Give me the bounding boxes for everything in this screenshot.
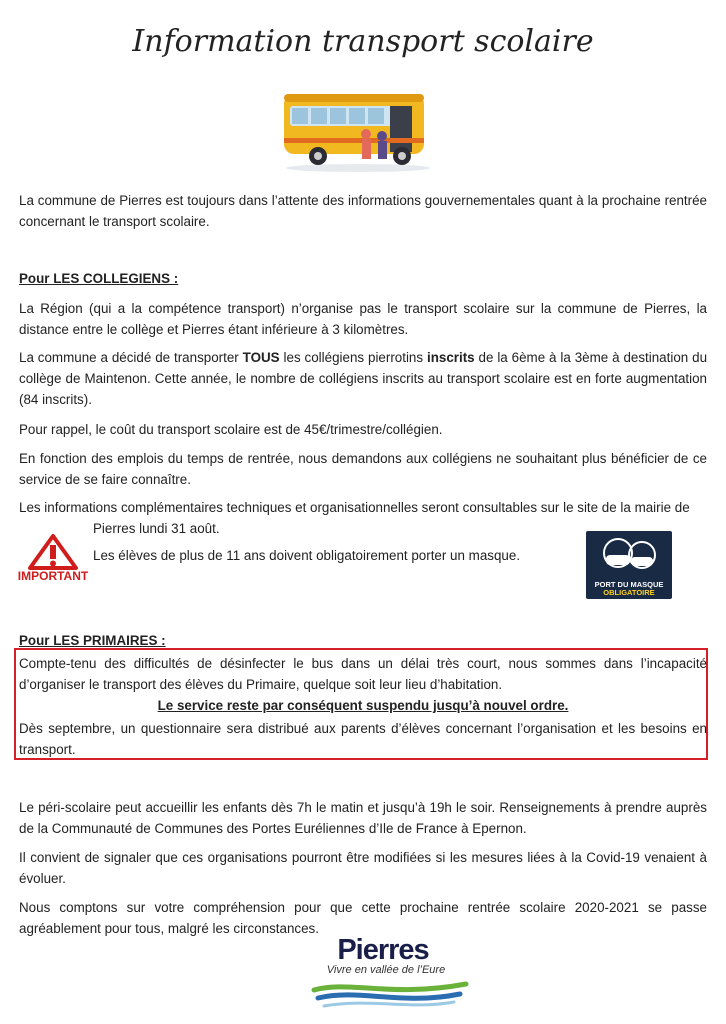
p2-text-a: La commune a décidé de transporter	[19, 350, 243, 365]
p2-bold-tous: TOUS	[242, 350, 280, 365]
p2-bold-inscrits: inscrits	[426, 350, 475, 365]
mask-notice: Les élèves de plus de 11 ans doivent obligatoirement porter un masque.	[93, 548, 521, 563]
outro-paragraph-2: Il convient de signaler que ces organisations pourront être modifiées si les mesures liées à la Covid-19 venaient à évoluer.	[19, 850, 707, 886]
primaires-paragraph-3: Dès septembre, un questionnaire sera distribué aux parents d’élèves concernant l’organisation et les besoins en transport.	[19, 721, 707, 757]
collegiens-paragraph-1: La Région (qui a la compétence transport) n’organise pas le transport scolaire sur la commune de Pierres, la distance entre le collège et Pierres étant inférieure à 3 kilomètres.	[19, 301, 707, 337]
p2-text-c: les collégiens pierrotins	[279, 350, 427, 365]
primaires-paragraph-1: Compte-tenu des difficultés de désinfecter le bus dans un délai très court, nous sommes dans l’incapacité d’organiser le transport des élèves du Primaire, quelque soit leur lieu d’habitation.	[19, 656, 707, 692]
collegiens-paragraph-4: En fonction des emplois du temps de rentrée, nous demandons aux collégiens ne souhaitant plus bénéficier de ce service de se faire connaître.	[19, 451, 707, 487]
bus-illustration	[278, 82, 438, 174]
outro-paragraph-1: Le péri-scolaire peut accueillir les enfants dès 7h le matin et jusqu’à 19h le soir. Renseignements à prendre auprès de la Communauté de Communes des Portes Euréliennes d’Ile de France à Epernon.	[19, 800, 707, 836]
p2-text-e: de la 6ème à la 3ème à destination du collège de Maintenon. Cette année, le nombre de collégiens inscrits au transport scolaire est en forte augmentation (84 inscrits).	[19, 350, 708, 407]
outro-paragraph-3: Nous comptons sur votre compréhension pour que cette prochaine rentrée scolaire 2020-2021 se passe agréablement pour tous, malgré les circonstances.	[19, 900, 707, 936]
mask-badge-line-1: PORT DU MASQUE	[594, 580, 664, 589]
collegiens-paragraph-2	[19, 347, 707, 410]
important-label: IMPORTANT	[17, 569, 89, 583]
collegiens-paragraph-3: Pour rappel, le coût du transport scolaire est de 45€/trimestre/collégien.	[19, 422, 443, 437]
collegiens-heading: Pour LES COLLEGIENS :	[19, 271, 179, 286]
pierres-logo-wave	[310, 976, 470, 1012]
primaires-heading: Pour LES PRIMAIRES :	[19, 633, 166, 648]
pierres-logo-name: Pierres	[337, 934, 429, 966]
collegiens-paragraph-5a: Les informations complémentaires techniques et organisationnelles seront consultables sur le site de la mairie de	[19, 500, 690, 515]
pierres-logo-tagline: Vivre en vallée de l’Eure	[326, 964, 446, 976]
service-suspended-notice: Le service reste par conséquent suspendu jusqu’à nouvel ordre.	[157, 698, 569, 713]
page-title: Information transport scolaire	[132, 24, 594, 59]
mask-badge-line-2: OBLIGATOIRE	[603, 588, 655, 597]
collegiens-paragraph-5b: Pierres lundi 31 août.	[93, 521, 220, 536]
intro-paragraph: La commune de Pierres est toujours dans l’attente des informations gouvernementales quant à la prochaine rentrée concernant le transport scolaire.	[19, 193, 707, 229]
masked-faces-icon	[586, 531, 672, 581]
